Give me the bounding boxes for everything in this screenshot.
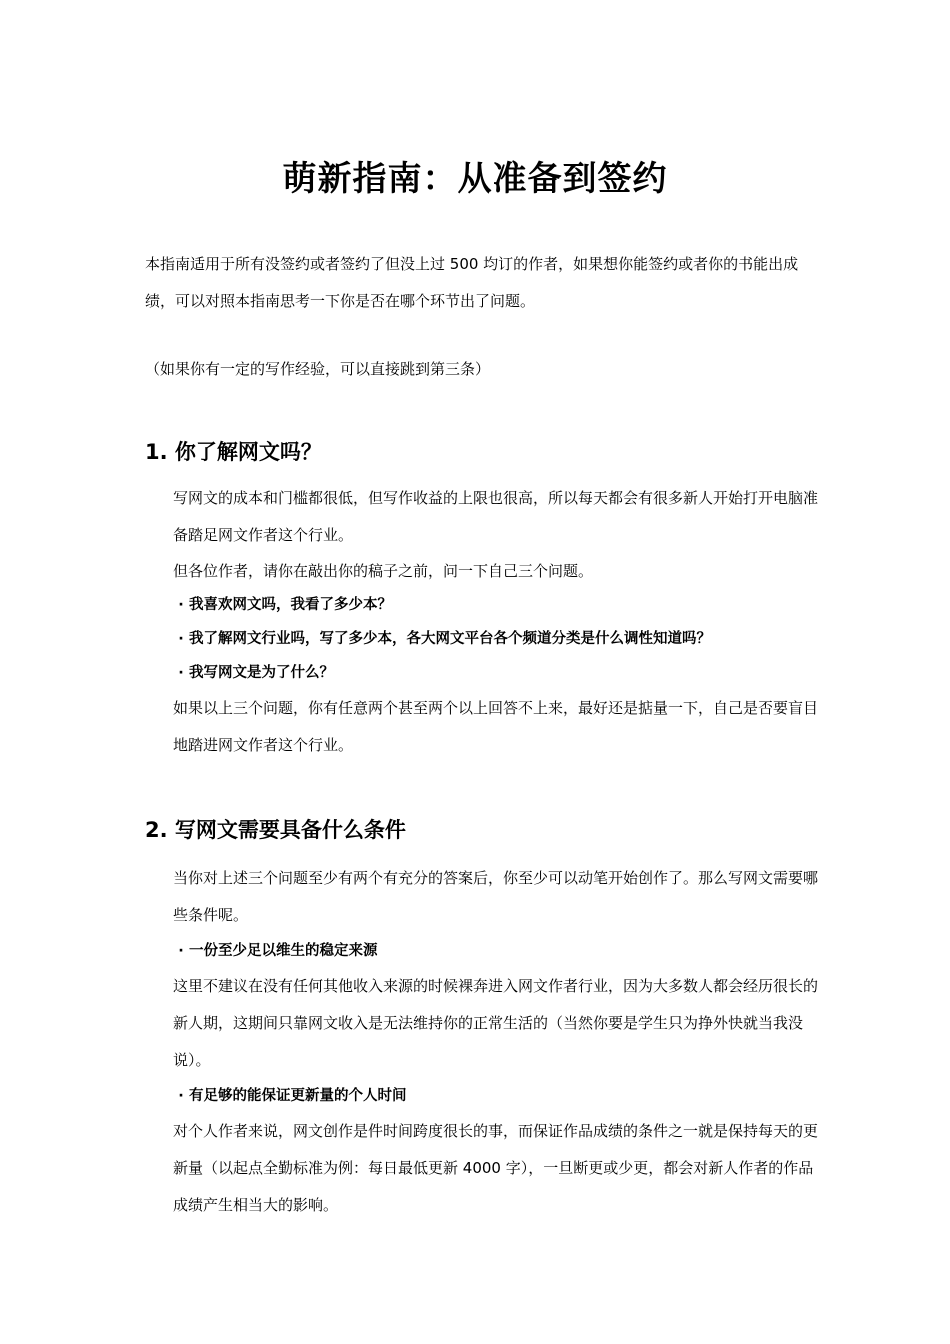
intro-paragraph: 本指南适用于所有没签约或者签约了但没上过 500 均订的作者，如果想你能签约或者你的书能出成绩，可以对照本指南思考一下你是否在哪个环节出了问题。 (145, 255, 799, 310)
bullet-text: 我写网文是为了什么？ (189, 665, 334, 681)
bullet-text: 有足够的能保证更新量的个人时间 (189, 1088, 407, 1104)
section-1-bullet-1 (173, 588, 823, 622)
section-1-bullet-3 (173, 656, 823, 690)
section-2-paragraph-1: 当你对上述三个问题至少有两个有充分的答案后，你至少可以动笔开始创作了。那么写网文需要哪些条件呢。 (173, 869, 819, 924)
section-1-paragraph-2: 但各位作者，请你在敲出你的稿子之前，问一下自己三个问题。 (173, 562, 594, 580)
section-2-paragraph-2: 这里不建议在没有任何其他收入来源的时候裸奔进入网文作者行业，因为大多数人都会经历很长的新人期，这期间只靠网文收入是无法维持你的正常生活的（当然你要是学生只为挣外快就当我没说）。 (173, 977, 819, 1069)
bullet-marker: · (178, 631, 184, 647)
bullet-text: 我喜欢网文吗，我看了多少本？ (189, 597, 392, 613)
section-2-bullet-1 (173, 934, 823, 968)
section-2-bullet-2 (173, 1079, 823, 1113)
section-1-paragraph-1: 写网文的成本和门槛都很低，但写作收益的上限也很高，所以每天都会有很多新人开始打开电脑准备踏足网文作者这个行业。 (173, 489, 819, 544)
bullet-marker: · (178, 597, 184, 613)
page-title: 萌新指南：从准备到签约 (282, 159, 668, 199)
bullet-marker: · (178, 1088, 184, 1104)
section-1-bullet-2 (173, 622, 823, 656)
section-1-heading: 1. 你了解网文吗？ (145, 440, 322, 464)
intro-note: （如果你有一定的写作经验，可以直接跳到第三条） (145, 360, 491, 378)
bullet-marker: · (178, 665, 184, 681)
bullet-marker: · (178, 943, 184, 959)
section-2-body (173, 860, 823, 1224)
section-1-body (173, 480, 823, 764)
section-2-paragraph-3: 对个人作者来说，网文创作是件时间跨度很长的事，而保证作品成绩的条件之一就是保持每天的更新量（以起点全勤标准为例：每日最低更新 4000 字），一旦断更或少更，都会对新人作者的作品成绩产生相当大的影响。 (173, 1122, 819, 1214)
section-2-heading: 2. 写网文需要具备什么条件 (145, 818, 406, 842)
section-1-paragraph-3: 如果以上三个问题，你有任意两个甚至两个以上回答不上来，最好还是掂量一下，自己是否要盲目地踏进网文作者这个行业。 (173, 699, 819, 754)
bullet-text: 一份至少足以维生的稳定来源 (189, 943, 378, 959)
bullet-text: 我了解网文行业吗，写了多少本，各大网文平台各个频道分类是什么调性知道吗？ (189, 631, 711, 647)
